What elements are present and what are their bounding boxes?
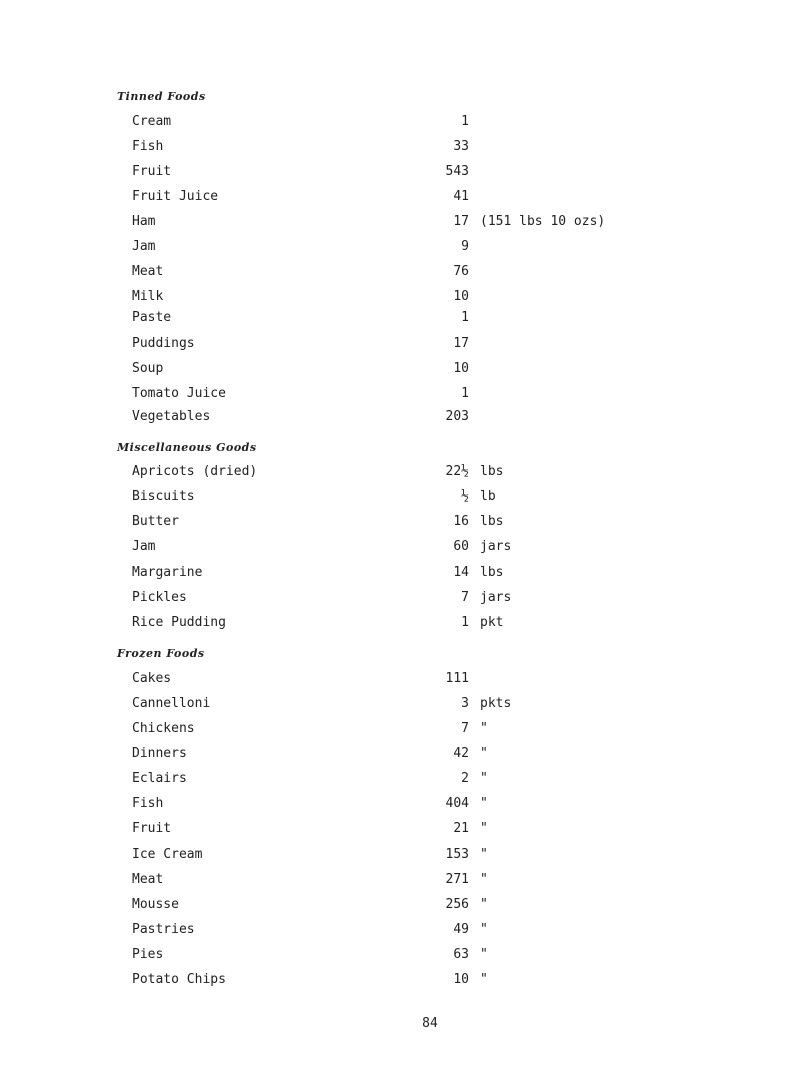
item-unit: pkts: [480, 696, 512, 711]
item-quantity: 14: [453, 565, 469, 580]
item-unit: jars: [480, 590, 512, 605]
item-name: Pastries: [132, 922, 195, 937]
list-item: [0, 512, 800, 532]
item-quantity: 7: [461, 590, 469, 605]
item-quantity: 1: [461, 386, 469, 401]
item-name: Fruit: [132, 164, 172, 179]
list-item: [0, 920, 800, 940]
item-quantity: 203: [445, 409, 469, 424]
list-item: [0, 237, 800, 257]
item-name: Paste: [132, 310, 172, 325]
item-name: Dinners: [132, 746, 187, 761]
list-item: [0, 563, 800, 583]
item-name: Jam: [132, 239, 156, 254]
item-unit: ": [480, 721, 488, 736]
item-quantity: 17: [453, 214, 469, 229]
item-quantity: 111: [445, 671, 469, 686]
item-quantity: ½: [461, 489, 469, 504]
list-item: [0, 212, 800, 232]
item-name: Pies: [132, 947, 164, 962]
item-unit: ": [480, 922, 488, 937]
item-quantity: 10: [453, 361, 469, 376]
item-name: Tomato Juice: [132, 386, 226, 401]
item-quantity: 1: [461, 615, 469, 630]
list-item: [0, 407, 800, 427]
item-quantity: 7: [461, 721, 469, 736]
list-item: [0, 870, 800, 890]
item-name: Rice Pudding: [132, 615, 226, 630]
item-quantity: 543: [445, 164, 469, 179]
item-unit: pkt: [480, 615, 504, 630]
item-unit: jars: [480, 539, 512, 554]
list-item: [0, 588, 800, 608]
item-quantity: 21: [453, 821, 469, 836]
item-quantity: 60: [453, 539, 469, 554]
list-item: [0, 384, 800, 404]
item-unit: ": [480, 771, 488, 786]
item-quantity: 153: [445, 847, 469, 862]
item-quantity: 3: [461, 696, 469, 711]
item-unit: ": [480, 897, 488, 912]
item-name: Ice Cream: [132, 847, 203, 862]
list-item: [0, 669, 800, 689]
item-note: (151 lbs 10 ozs): [480, 214, 606, 229]
list-item: [0, 819, 800, 839]
list-item: [0, 613, 800, 633]
item-quantity: 42: [453, 746, 469, 761]
list-item: [0, 487, 800, 507]
item-quantity: 22½: [445, 464, 469, 479]
item-name: Fish: [132, 796, 164, 811]
list-item: [0, 308, 800, 328]
item-name: Milk: [132, 289, 164, 304]
item-name: Meat: [132, 872, 164, 887]
list-item: [0, 537, 800, 557]
item-quantity: 10: [453, 972, 469, 987]
section-title-miscellaneous-goods: Miscellaneous Goods: [117, 441, 257, 454]
item-name: Butter: [132, 514, 179, 529]
list-item: [0, 262, 800, 282]
list-item: [0, 945, 800, 965]
item-unit: ": [480, 872, 488, 887]
list-item: [0, 287, 800, 307]
item-name: Fruit Juice: [132, 189, 219, 204]
item-unit: ": [480, 746, 488, 761]
item-name: Ham: [132, 214, 156, 229]
item-quantity: 41: [453, 189, 469, 204]
list-item: [0, 137, 800, 157]
item-name: Jam: [132, 539, 156, 554]
list-item: [0, 359, 800, 379]
section-title-tinned-foods: Tinned Foods: [117, 90, 206, 103]
page-number: 84: [422, 1016, 438, 1031]
list-item: [0, 334, 800, 354]
list-item: [0, 970, 800, 990]
item-quantity: 404: [445, 796, 469, 811]
item-name: Soup: [132, 361, 164, 376]
item-unit: lbs: [480, 565, 504, 580]
item-name: Margarine: [132, 565, 203, 580]
item-name: Potato Chips: [132, 972, 226, 987]
list-item: [0, 769, 800, 789]
item-name: Fish: [132, 139, 164, 154]
item-name: Mousse: [132, 897, 179, 912]
item-name: Cream: [132, 114, 172, 129]
item-name: Puddings: [132, 336, 195, 351]
item-quantity: 16: [453, 514, 469, 529]
item-name: Chickens: [132, 721, 195, 736]
item-quantity: 256: [445, 897, 469, 912]
item-quantity: 76: [453, 264, 469, 279]
item-quantity: 63: [453, 947, 469, 962]
item-quantity: 49: [453, 922, 469, 937]
item-unit: ": [480, 796, 488, 811]
item-quantity: 2: [461, 771, 469, 786]
item-name: Cakes: [132, 671, 172, 686]
item-name: Eclairs: [132, 771, 187, 786]
list-item: [0, 794, 800, 814]
item-unit: ": [480, 947, 488, 962]
list-item: [0, 187, 800, 207]
item-unit: ": [480, 847, 488, 862]
item-name: Meat: [132, 264, 164, 279]
item-name: Vegetables: [132, 409, 211, 424]
list-item: [0, 719, 800, 739]
item-name: Cannelloni: [132, 696, 211, 711]
item-name: Biscuits: [132, 489, 195, 504]
item-unit: ": [480, 821, 488, 836]
item-quantity: 1: [461, 114, 469, 129]
list-item: [0, 112, 800, 132]
item-unit: lbs: [480, 464, 504, 479]
list-item: [0, 845, 800, 865]
item-quantity: 10: [453, 289, 469, 304]
item-unit: ": [480, 972, 488, 987]
item-name: Fruit: [132, 821, 172, 836]
item-quantity: 271: [445, 872, 469, 887]
item-name: Apricots (dried): [132, 464, 258, 479]
list-item: [0, 694, 800, 714]
item-unit: lb: [480, 489, 496, 504]
item-quantity: 17: [453, 336, 469, 351]
list-item: [0, 462, 800, 482]
list-item: [0, 162, 800, 182]
item-quantity: 33: [453, 139, 469, 154]
section-title-frozen-foods: Frozen Foods: [117, 647, 205, 660]
item-quantity: 9: [461, 239, 469, 254]
list-item: [0, 895, 800, 915]
list-item: [0, 744, 800, 764]
item-name: Pickles: [132, 590, 187, 605]
item-unit: lbs: [480, 514, 504, 529]
item-quantity: 1: [461, 310, 469, 325]
